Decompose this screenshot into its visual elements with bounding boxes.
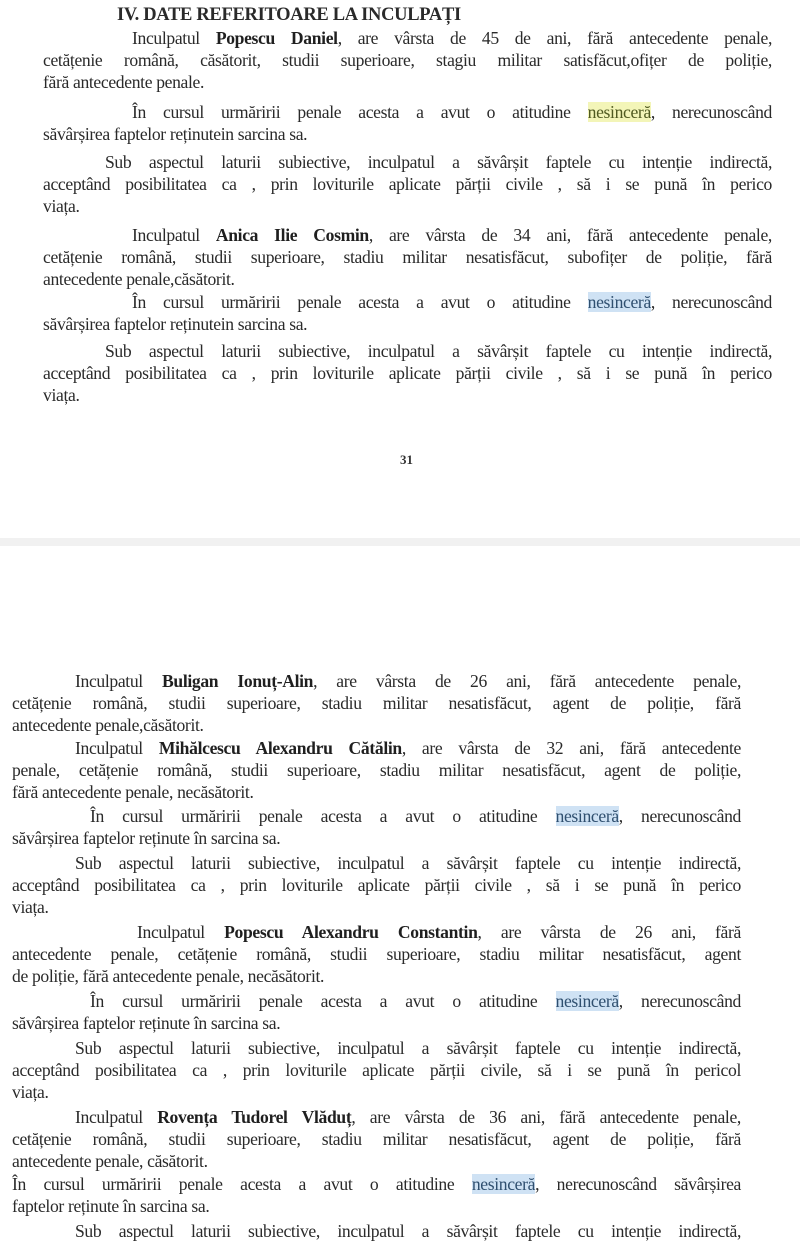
text-line: cetățenie română, studii superioare, stadiu militar nesatisfăcut, subofițer de poliție, fără — [43, 247, 772, 267]
document-page-32 — [0, 546, 800, 1251]
text-line: de poliție, fără antecedente penale, necăsătorit. — [12, 966, 325, 986]
defendant-name: Mihălcescu Alexandru Cătălin — [158, 738, 402, 758]
defendant-name: Anica Ilie Cosmin — [215, 225, 369, 245]
text-line: fără antecedente penale. — [43, 72, 205, 92]
highlighted-word[interactable]: nesinceră — [555, 991, 619, 1011]
document-page-31 — [0, 0, 800, 538]
text-line: În cursul urmăririi penale acesta a avut o atitudine nesinceră, nerecunoscând — [90, 991, 741, 1011]
text-line: Inculpatul Rovența Tudorel Vlăduț, are vârsta de 36 ani, fără antecedente penale, — [75, 1107, 741, 1127]
text-line: faptelor reținute în sarcina sa. — [12, 1196, 210, 1216]
text-line: viața. — [12, 1082, 49, 1102]
text-line: fără antecedente penale, necăsătorit. — [12, 782, 254, 802]
text-line: săvârșirea faptelor reținute în sarcina sa. — [12, 828, 281, 848]
text-line: antecedente penale, cetățenie română, studii superioare, stadiu militar nesatisfăcut, agent — [12, 944, 741, 964]
defendant-name: Buligan Ionuț-Alin — [162, 671, 314, 691]
text-line: cetățenie română, studii superioare, stadiu militar nesatisfăcut, agent de poliție, fără — [12, 693, 741, 713]
text-line: În cursul urmăririi penale acesta a avut o atitudine nesinceră, nerecunoscând — [90, 806, 741, 826]
text-line: Inculpatul Popescu Alexandru Constantin, are vârsta de 26 ani, fără — [137, 922, 741, 942]
text-line: penale, cetățenie română, studii superioare, stadiu militar nesatisfăcut, agent de poliție, — [12, 760, 741, 780]
highlighted-word[interactable]: nesinceră — [555, 806, 619, 826]
text-line: viața. — [43, 385, 80, 405]
defendant-name: Popescu Alexandru Constantin — [224, 922, 478, 942]
highlighted-word[interactable]: nesinceră — [587, 102, 651, 122]
text-line: În cursul urmăririi penale acesta a avut o atitudine nesinceră, nerecunoscând — [132, 292, 772, 312]
text-line: acceptând posibilitatea ca , prin loviturile aplicate părții civile , să i se pună în perico — [43, 174, 772, 194]
text-line: antecedente penale,căsătorit. — [43, 269, 235, 289]
text-line: săvârșirea faptelor reținutein sarcina sa. — [43, 124, 308, 144]
highlighted-word[interactable]: nesinceră — [587, 292, 651, 312]
text-line: cetățenie română, studii superioare, stadiu militar nesatisfăcut, agent de poliție, fără — [12, 1129, 741, 1149]
text-line: viața. — [43, 196, 80, 216]
text-line: Sub aspectul laturii subiective, inculpatul a săvârșit faptele cu intenție indirectă, — [105, 152, 772, 172]
text-line: acceptând posibilitatea ca , prin loviturile aplicate părții civile , să i se pună în perico — [43, 363, 772, 383]
text-line: acceptând posibilitatea ca , prin loviturile aplicate părții civile , să i se pună în perico — [12, 875, 741, 895]
text-line: Sub aspectul laturii subiective, inculpatul a săvârșit faptele cu intenție indirectă, — [75, 1038, 741, 1058]
text-line: acceptând posibilitatea ca , prin loviturile aplicate părții civile, să i se pună în pericol — [12, 1060, 741, 1080]
text-line: Inculpatul Anica Ilie Cosmin, are vârsta de 34 ani, fără antecedente penale, — [132, 225, 772, 245]
text-line: cetățenie română, căsătorit, studii superioare, stagiu militar satisfăcut,ofițer de poliție, — [43, 50, 772, 70]
text-line: antecedente penale, căsătorit. — [12, 1151, 208, 1171]
text-line: În cursul urmăririi penale acesta a avut o atitudine nesinceră, nerecunoscând — [132, 102, 772, 122]
defendant-name: Popescu Daniel — [215, 28, 338, 48]
text-line: săvârșirea faptelor reținutein sarcina sa. — [43, 314, 308, 334]
text-line: viața. — [12, 897, 49, 917]
text-line: săvârșirea faptelor reținute în sarcina sa. — [12, 1013, 281, 1033]
text-line: Sub aspectul laturii subiective, inculpatul a săvârșit faptele cu intenție indirectă, — [75, 1221, 741, 1241]
page-separator — [0, 538, 800, 546]
text-line: antecedente penale,căsătorit. — [12, 715, 204, 735]
text-line: Sub aspectul laturii subiective, inculpatul a săvârșit faptele cu intenție indirectă, — [75, 853, 741, 873]
text-line: Sub aspectul laturii subiective, inculpatul a săvârșit faptele cu intenție indirectă, — [105, 341, 772, 361]
text-line: Inculpatul Popescu Daniel, are vârsta de 45 de ani, fără antecedente penale, — [132, 28, 772, 48]
text-line: Inculpatul Buligan Ionuț-Alin, are vârsta de 26 ani, fără antecedente penale, — [75, 671, 741, 691]
text-line: În cursul urmăririi penale acesta a avut o atitudine nesinceră, nerecunoscând săvârșirea — [12, 1174, 741, 1194]
text-line: Inculpatul Mihălcescu Alexandru Cătălin, are vârsta de 32 ani, fără antecedente — [75, 738, 741, 758]
page-number: 31 — [400, 452, 413, 467]
highlighted-word[interactable]: nesinceră — [471, 1174, 536, 1194]
defendant-name: Rovența Tudorel Vlăduț — [157, 1107, 352, 1127]
section-heading: IV. DATE REFERITOARE LA INCULPAȚI — [117, 5, 461, 25]
